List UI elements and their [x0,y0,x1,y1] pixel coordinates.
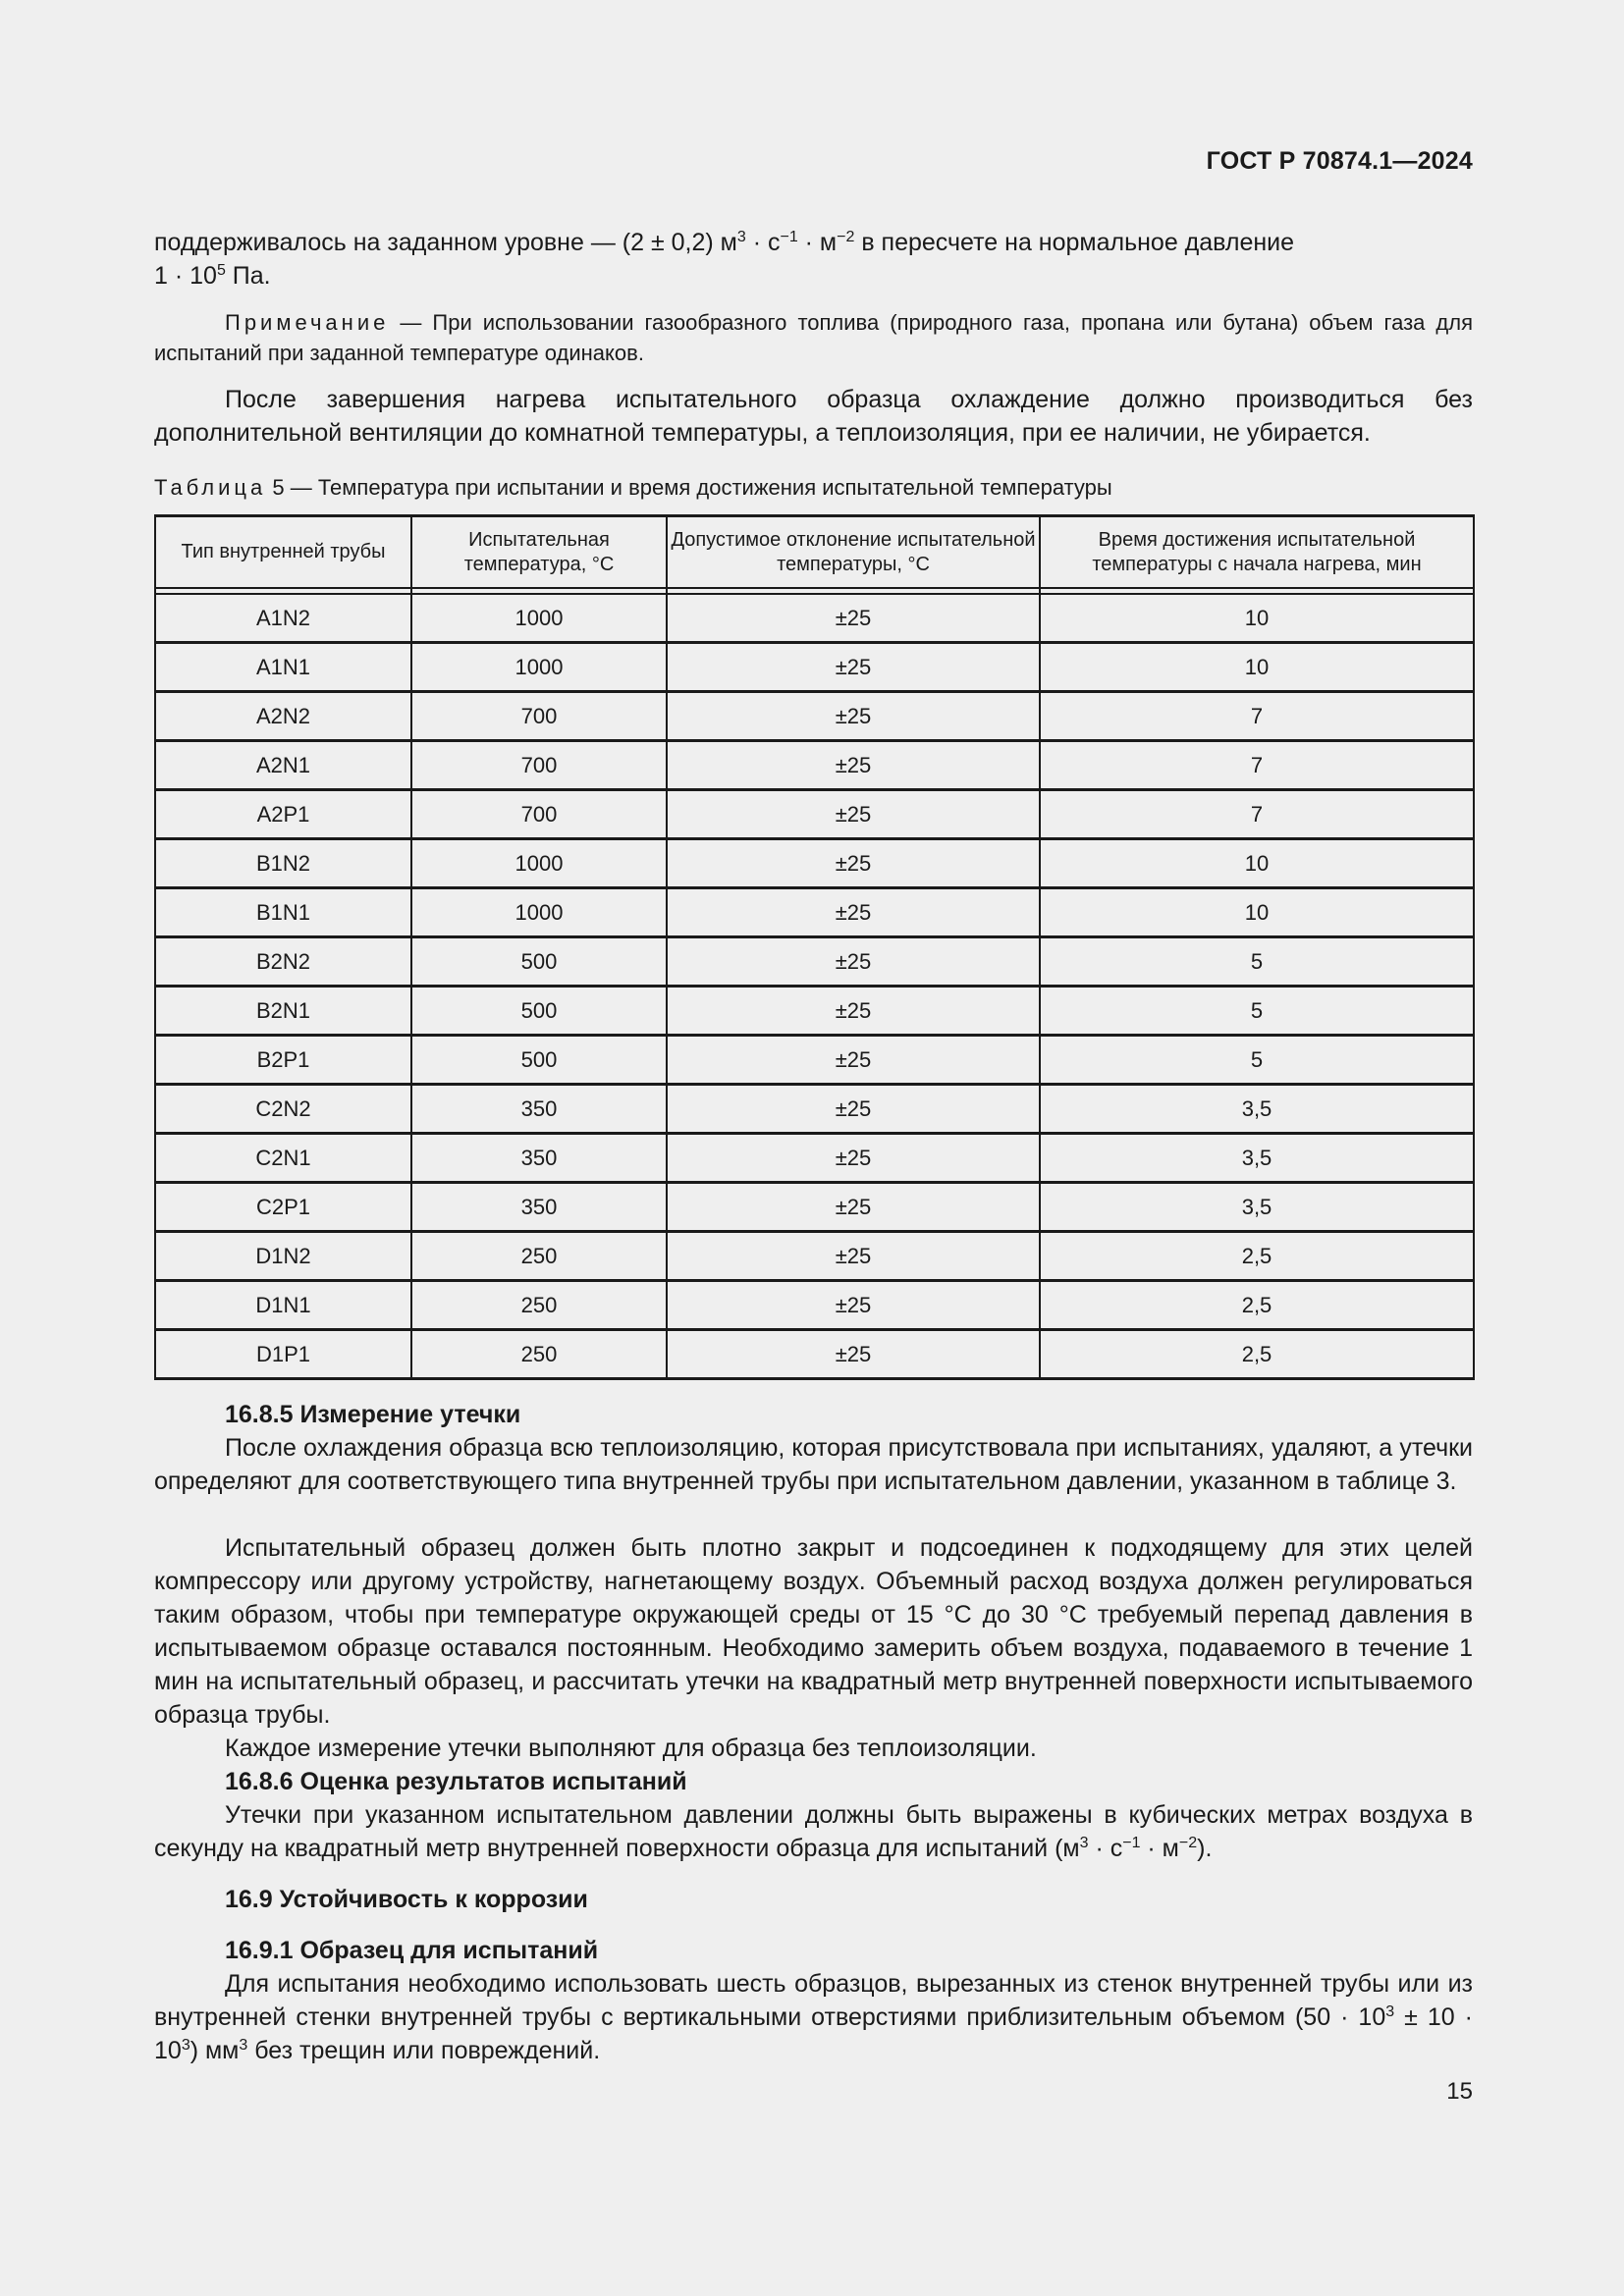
cell-allowed-deviation: ±25 [667,741,1040,790]
table-row [155,594,1474,643]
cell-time: 10 [1040,594,1474,643]
cell-time: 7 [1040,741,1474,790]
cell-pipe-type: B2N2 [155,937,411,987]
cell-pipe-type: A1N2 [155,594,411,643]
section-heading-16-9-1: 16.9.1 Образец для испытаний [225,1937,599,1964]
cell-pipe-type: B2N1 [155,987,411,1036]
column-header-test-temperature: Испытательная температура, °С [411,516,667,589]
cell-pipe-type: C2N1 [155,1134,411,1183]
cell-time: 2,5 [1040,1232,1474,1281]
table-row [155,1232,1474,1281]
column-header-pipe-type: Тип внутренней трубы [155,516,411,589]
cell-test-temperature: 700 [411,741,667,790]
table-row [155,1330,1474,1379]
cell-allowed-deviation: ±25 [667,839,1040,888]
paragraph-leak-removal: После охлаждения образца всю теплоизоляцию, которая присутствовала при испытаниях, удаляют, а утечки определяют для соответствующего типа внутренней трубы при испытательном давлении, указанном в таблице 3. [154,1434,1473,1495]
text-run: в пересчете на нормальное давление [854,229,1295,256]
cell-pipe-type: A2N1 [155,741,411,790]
superscript: −2 [1178,1835,1198,1851]
cell-time: 7 [1040,692,1474,741]
paragraph-test-samples [154,1967,1473,2067]
temperature-table [154,514,1475,1380]
table-caption-label: Таблица [154,475,267,500]
paragraph-no-insulation: Каждое измерение утечки выполняют для образца без теплоизоляции. [225,1735,1037,1762]
superscript: −2 [837,229,855,245]
cell-test-temperature: 350 [411,1134,667,1183]
superscript: −1 [1122,1835,1141,1851]
table-row [155,643,1474,692]
text-run: ). [1197,1835,1213,1862]
superscript: −1 [780,229,798,245]
table-row [155,888,1474,937]
cell-allowed-deviation: ±25 [667,1036,1040,1085]
superscript: 3 [181,2037,190,2054]
paragraph-leak-measurement: Испытательный образец должен быть плотно закрыт и подсоединен к подходящему для этих целей компрессору или другому устройству, нагнетающему воздух. Объемный расход воздуха должен регулироваться таким образом, чтобы при температуре окружающей среды от 15 °С до 30 °С требуемый перепад давления в испытываемом образце оставался постоянным. Необходимо замерить объем воздуха, подаваемого в течение 1 мин на испытательный образец, и рассчитать утечки на квадратный метр внутренней поверхности испытываемого образца трубы. [154,1534,1473,1729]
cell-test-temperature: 500 [411,1036,667,1085]
cell-pipe-type: B1N2 [155,839,411,888]
text-run: 1 · 10 [154,262,217,290]
section-heading-16-8-5: 16.8.5 Измерение утечки [225,1401,521,1428]
text-run: · м [1140,1835,1179,1862]
cell-pipe-type: D1N2 [155,1232,411,1281]
cell-test-temperature: 500 [411,987,667,1036]
cell-pipe-type: C2N2 [155,1085,411,1134]
cell-allowed-deviation: ±25 [667,888,1040,937]
paragraph-results-units [154,1798,1473,1865]
table-row [155,692,1474,741]
cell-test-temperature: 500 [411,937,667,987]
table-row [155,741,1474,790]
note-paragraph [154,307,1473,368]
cell-allowed-deviation: ±25 [667,594,1040,643]
section-heading-16-8-6: 16.8.6 Оценка результатов испытаний [225,1768,687,1795]
text-run: без трещин или повреждений. [247,2037,601,2064]
cell-pipe-type: B2P1 [155,1036,411,1085]
superscript: 3 [1079,1835,1089,1851]
document-id-header: ГОСТ Р 70874.1—2024 [1206,147,1473,175]
table-row [155,790,1474,839]
cell-allowed-deviation: ±25 [667,1281,1040,1330]
text-run: Для испытания необходимо использовать шесть образцов, вырезанных из стенок внутренней трубы или из внутренней стенки внутренней трубы с вертикальными отверстиями приблизительным объемом (50 · 10 [154,1970,1473,2031]
table-row [155,1085,1474,1134]
cell-pipe-type: A2P1 [155,790,411,839]
cell-time: 3,5 [1040,1134,1474,1183]
cell-allowed-deviation: ±25 [667,1330,1040,1379]
paragraph-flow-rate [154,226,1473,293]
table-caption-text: 5 — Температура при испытании и время достижения испытательной температуры [266,475,1112,500]
note-label: Примечание [225,310,390,335]
cell-pipe-type: A1N1 [155,643,411,692]
cell-time: 10 [1040,643,1474,692]
cell-test-temperature: 1000 [411,594,667,643]
cell-pipe-type: D1P1 [155,1330,411,1379]
text-run: ± 10 · 10 [154,2003,1473,2064]
cell-test-temperature: 1000 [411,643,667,692]
cell-time: 3,5 [1040,1183,1474,1232]
cell-allowed-deviation: ±25 [667,1134,1040,1183]
cell-time: 5 [1040,987,1474,1036]
text-run: Па. [225,262,271,290]
superscript: 3 [1385,2003,1395,2020]
cell-test-temperature: 250 [411,1281,667,1330]
cell-test-temperature: 350 [411,1085,667,1134]
cell-test-temperature: 700 [411,790,667,839]
table-row [155,1183,1474,1232]
cell-test-temperature: 1000 [411,839,667,888]
cell-time: 10 [1040,888,1474,937]
cell-time: 5 [1040,937,1474,987]
superscript: 3 [736,229,746,245]
column-header-time-to-temperature: Время достижения испытательной температуры с начала нагрева, мин [1040,516,1474,589]
cell-time: 10 [1040,839,1474,888]
superscript: 5 [216,262,226,279]
cell-time: 5 [1040,1036,1474,1085]
note-text: — При использовании газообразного топлива (природного газа, пропана или бутана) объем газа для испытаний при заданной температуре одинаков. [154,310,1473,365]
column-header-allowed-deviation: Допустимое отклонение испытательной температуры, °С [667,516,1040,589]
page-number: 15 [1446,2078,1473,2105]
cell-allowed-deviation: ±25 [667,987,1040,1036]
table-row [155,987,1474,1036]
cell-time: 2,5 [1040,1330,1474,1379]
section-heading-16-9: 16.9 Устойчивость к коррозии [225,1886,588,1913]
text-run: · с [745,229,781,256]
cell-allowed-deviation: ±25 [667,1085,1040,1134]
table-row [155,1134,1474,1183]
cell-pipe-type: B1N1 [155,888,411,937]
cell-allowed-deviation: ±25 [667,692,1040,741]
cell-allowed-deviation: ±25 [667,937,1040,987]
text-run: · м [797,229,838,256]
cell-test-temperature: 700 [411,692,667,741]
cell-test-temperature: 1000 [411,888,667,937]
cell-allowed-deviation: ±25 [667,1183,1040,1232]
cell-test-temperature: 250 [411,1330,667,1379]
cell-time: 7 [1040,790,1474,839]
table-row [155,937,1474,987]
cell-test-temperature: 350 [411,1183,667,1232]
paragraph-cooling: После завершения нагрева испытательного образца охлаждение должно производиться без дополнительной вентиляции до комнатной температуры, а теплоизоляция, при ее наличии, не убирается. [154,386,1473,447]
cell-pipe-type: A2N2 [155,692,411,741]
cell-time: 2,5 [1040,1281,1474,1330]
cell-allowed-deviation: ±25 [667,643,1040,692]
cell-pipe-type: C2P1 [155,1183,411,1232]
cell-allowed-deviation: ±25 [667,790,1040,839]
text-run: · с [1088,1835,1123,1862]
text-run: ) мм [189,2037,240,2064]
superscript: 3 [239,2037,248,2054]
table-header-row [155,516,1474,589]
table-row [155,1036,1474,1085]
cell-test-temperature: 250 [411,1232,667,1281]
text-run: Утечки при указанном испытательном давлении должны быть выражены в кубических метрах воздуха в секунду на квадратный метр внутренней поверхности образца для испытаний (м [154,1801,1473,1862]
cell-allowed-deviation: ±25 [667,1232,1040,1281]
table-row [155,1281,1474,1330]
table-caption [154,473,1112,503]
cell-time: 3,5 [1040,1085,1474,1134]
text-run: поддерживалось на заданном уровне — (2 ± 0,2) м [154,229,737,256]
table-row [155,839,1474,888]
cell-pipe-type: D1N1 [155,1281,411,1330]
